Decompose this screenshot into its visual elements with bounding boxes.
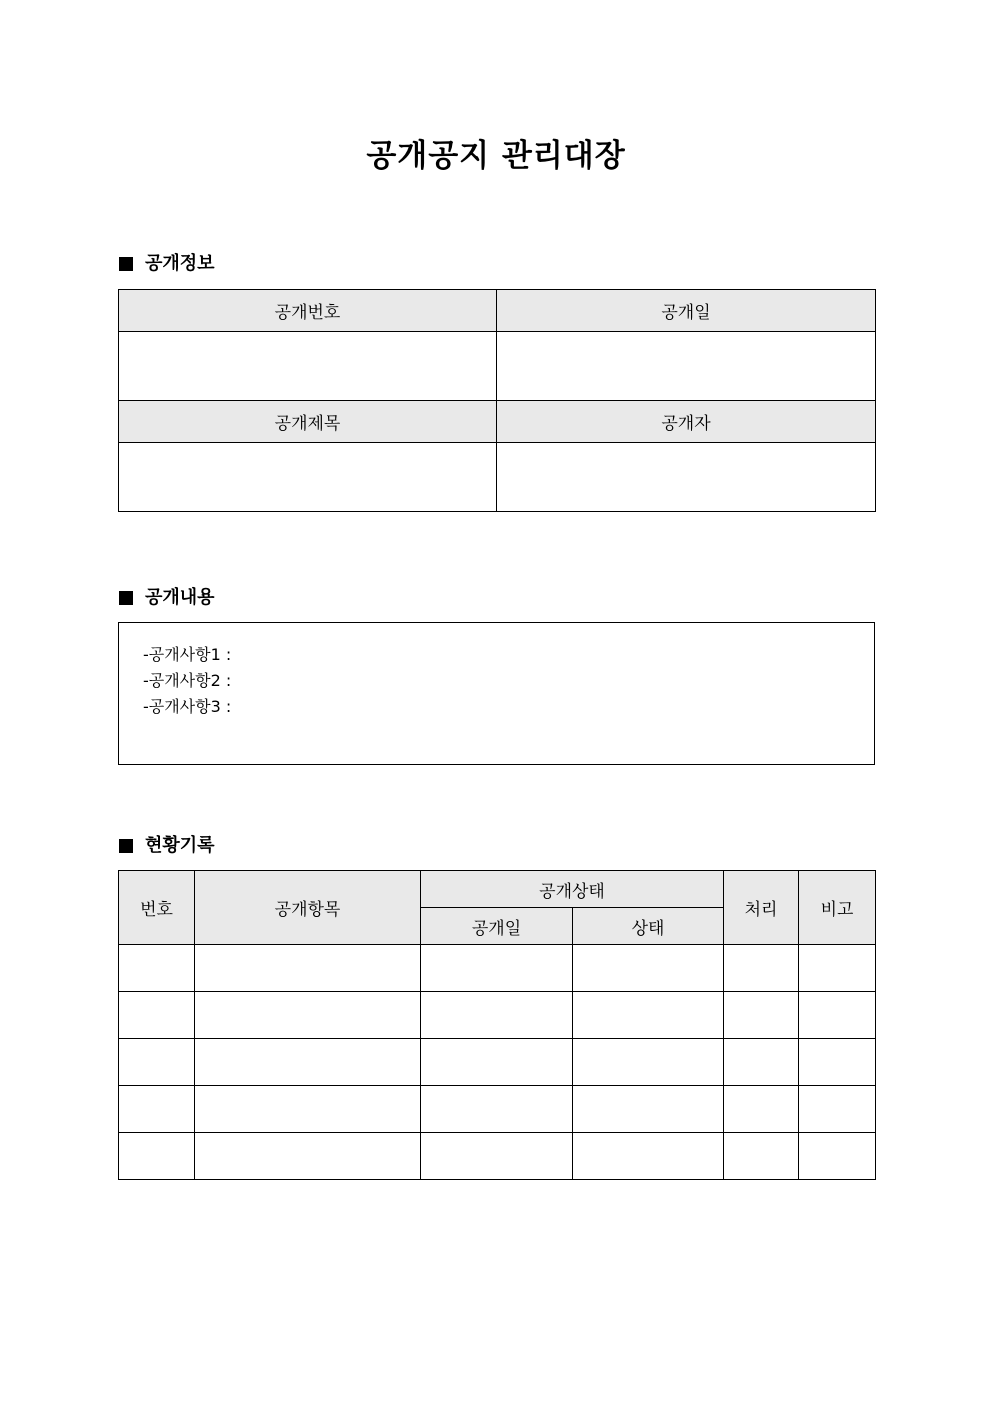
black-square-icon: [119, 839, 133, 853]
table-cell[interactable]: [724, 1133, 799, 1180]
table-cell[interactable]: [195, 1039, 421, 1086]
value-publisher-cell[interactable]: [497, 443, 876, 512]
table-cell[interactable]: [573, 992, 724, 1039]
col-header-note: 비고: [799, 871, 876, 945]
table-row: [119, 1133, 876, 1180]
page-title: 공개공지 관리대장: [366, 138, 626, 174]
content-line-3: -공개사항3 :: [143, 697, 232, 716]
section-heading-info: [119, 251, 215, 277]
table-cell[interactable]: [195, 945, 421, 992]
table-cell[interactable]: [799, 992, 876, 1039]
content-line-1: -공개사항1 :: [143, 645, 232, 664]
content-line-2: -공개사항2 :: [143, 671, 232, 690]
table-cell[interactable]: [573, 1133, 724, 1180]
label-subject: 공개제목: [119, 401, 497, 443]
table-cell[interactable]: [799, 1086, 876, 1133]
table-cell[interactable]: [119, 1086, 195, 1133]
table-cell[interactable]: [724, 992, 799, 1039]
section-heading-content: [119, 585, 215, 611]
table-cell[interactable]: [195, 1133, 421, 1180]
table-cell[interactable]: [421, 1133, 573, 1180]
table-row: [119, 1086, 876, 1133]
value-date-cell[interactable]: [497, 332, 876, 401]
table-cell[interactable]: [421, 992, 573, 1039]
col-header-process: 처리: [724, 871, 799, 945]
table-cell[interactable]: [119, 1039, 195, 1086]
table-cell[interactable]: [119, 945, 195, 992]
table-cell[interactable]: [799, 1133, 876, 1180]
table-cell[interactable]: [799, 945, 876, 992]
col-header-state-group: 공개상태: [421, 871, 724, 908]
status-table: [118, 870, 876, 1180]
col-header-no: 번호: [119, 871, 195, 945]
section-heading-content-label: 공개내용: [145, 587, 215, 608]
col-header-item: 공개항목: [195, 871, 421, 945]
table-cell[interactable]: [195, 992, 421, 1039]
table-cell[interactable]: [119, 992, 195, 1039]
black-square-icon: [119, 591, 133, 605]
table-row: [119, 1039, 876, 1086]
table-cell[interactable]: [195, 1086, 421, 1133]
table-cell[interactable]: [421, 1086, 573, 1133]
table-cell[interactable]: [573, 1086, 724, 1133]
table-cell[interactable]: [799, 1039, 876, 1086]
table-cell[interactable]: [421, 945, 573, 992]
label-number: 공개번호: [119, 290, 497, 332]
value-subject-cell[interactable]: [119, 443, 497, 512]
label-date: 공개일: [497, 290, 876, 332]
col-header-state: 상태: [573, 908, 724, 945]
value-number-cell[interactable]: [119, 332, 497, 401]
black-square-icon: [119, 257, 133, 271]
col-header-state-date: 공개일: [421, 908, 573, 945]
content-box[interactable]: [118, 622, 875, 765]
label-publisher: 공개자: [497, 401, 876, 443]
info-table: [118, 289, 876, 512]
table-cell[interactable]: [573, 1039, 724, 1086]
table-cell[interactable]: [421, 1039, 573, 1086]
table-cell[interactable]: [573, 945, 724, 992]
table-cell[interactable]: [724, 1086, 799, 1133]
table-cell[interactable]: [724, 1039, 799, 1086]
table-row: [119, 992, 876, 1039]
table-row: [119, 945, 876, 992]
section-heading-status-label: 현황기록: [145, 835, 215, 856]
table-cell[interactable]: [724, 945, 799, 992]
table-cell[interactable]: [119, 1133, 195, 1180]
section-heading-status: [119, 833, 215, 859]
section-heading-info-label: 공개정보: [145, 253, 215, 274]
